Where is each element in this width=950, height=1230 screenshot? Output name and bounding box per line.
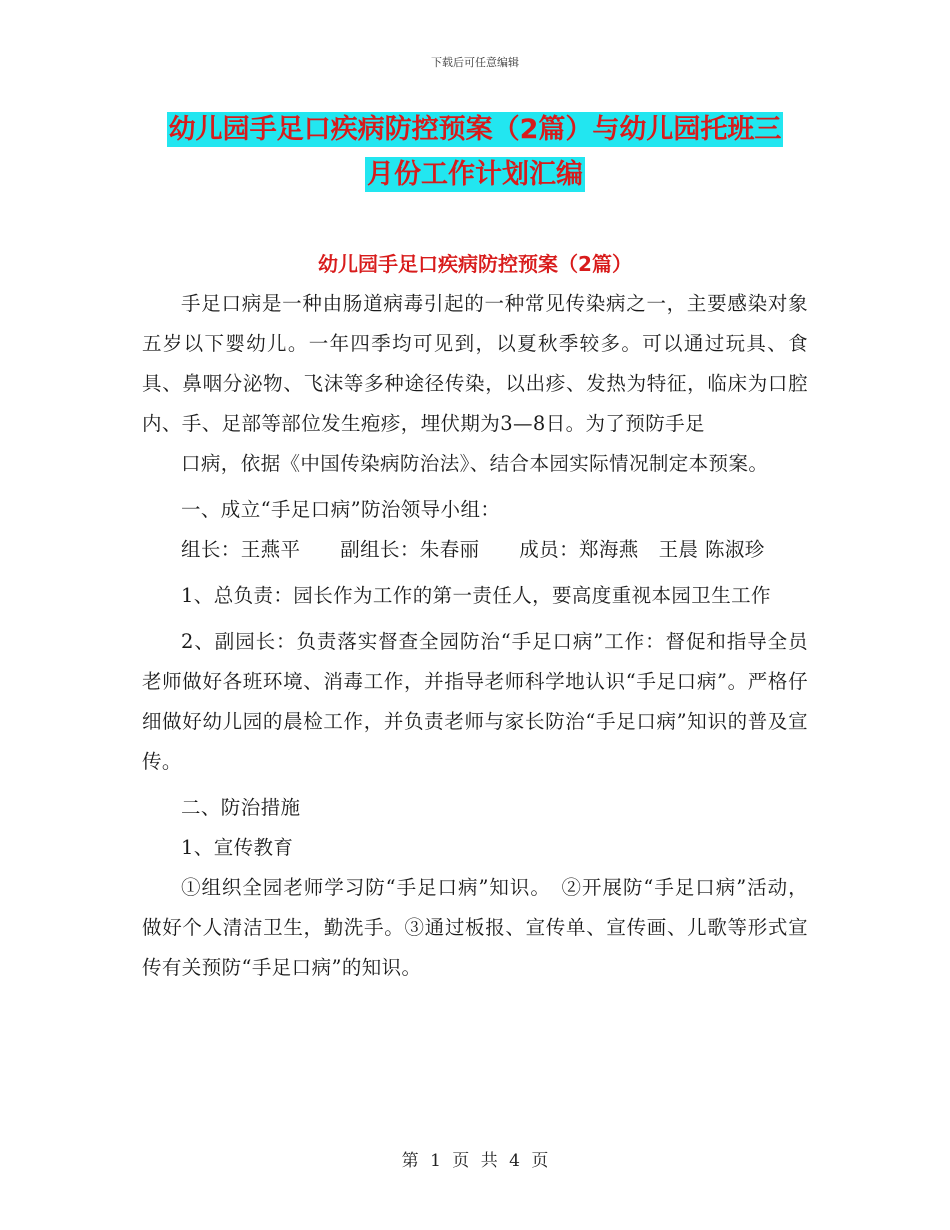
paragraph-basis: 口病，依据《中国传染病防治法》、结合本园实际情况制定本预案。 (181, 452, 769, 475)
paragraph-heading-education: 1、宣传教育 (181, 836, 294, 859)
header-note: 下载后可任意编辑 (431, 56, 519, 69)
paragraph-members: 组长：王燕平 副组长：朱春丽 成员：郑海燕 王晨 陈淑珍 (181, 538, 765, 561)
document-title-line-2 (0, 151, 950, 199)
section-title: 幼儿园手足口疾病防控预案（2篇） (318, 252, 632, 276)
paragraph-intro: 手足口病是一种由肠道病毒引起的一种常见传染病之一，主要感染对象五岁以下婴幼儿。一年四季均可见到，以夏秋季较多。可以通过玩具、食具、鼻咽分泌物、飞沫等多种途径传染，以出疹、发热为特征，临床为口腔内、手、足部等部位发生疱疹，埋伏期为3—8日。为了预防手足 (142, 292, 808, 435)
paragraph-heading-group: 一、成立“手足口病”防治领导小组： (181, 498, 501, 521)
document-title-line-1 (0, 106, 950, 154)
document-title-text-2: 月份工作计划汇编 (367, 159, 583, 190)
paragraph-director: 1、总负责：园长作为工作的第一责任人，要高度重视本园卫生工作 (181, 584, 771, 607)
paragraph-vice-director: 2、副园长：负责落实督查全园防治“手足口病”工作：督促和指导全员老师做好各班环境、消毒工作，并指导老师科学地认识“手足口病”。严格仔细做好幼儿园的晨检工作，并负责老师与家长防治“手足口病”知识的普及宣传。 (142, 630, 808, 773)
page-footer: 第 1 页 共 4 页 (401, 1151, 549, 1171)
paragraph-education: ①组织全园老师学习防“手足口病”知识。 ②开展防“手足口病”活动，做好个人清洁卫生，勤洗手。③通过板报、宣传单、宣传画、儿歌等形式宣传有关预防“手足口病”的知识。 (142, 876, 808, 979)
paragraph-heading-measures: 二、防治措施 (181, 796, 301, 819)
document-title-text-1: 幼儿园手足口疾病防控预案（2篇）与幼儿园托班三 (168, 114, 782, 145)
document-body (142, 284, 808, 994)
